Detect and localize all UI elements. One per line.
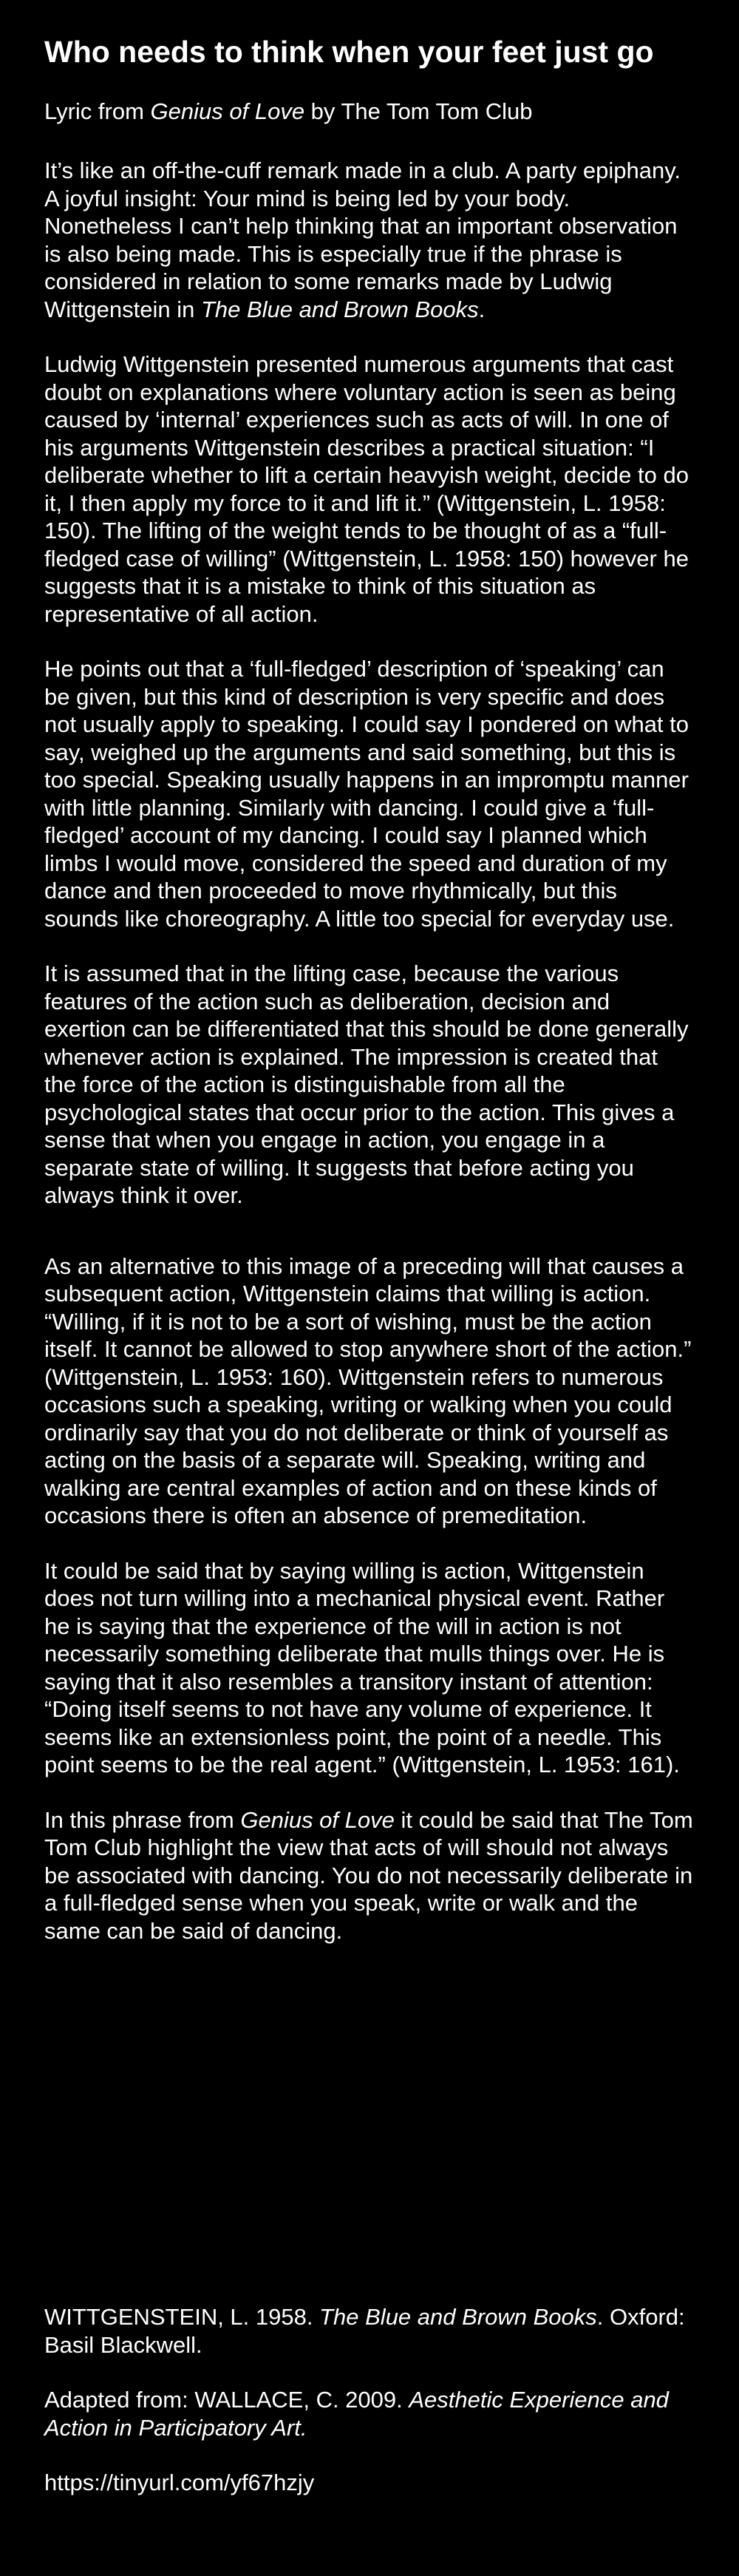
source-link[interactable]: https://tinyurl.com/yf67hzjy [44,2470,315,2495]
paragraph-2: Ludwig Wittgenstein presented numerous arguments that cast doubt on explanations where voluntary action is seen as being caused by ‘internal’ experiences such as acts of will. In one of his arguments Wittgenstein describes a practical situation: “I deliberate whether to lift a certain heavyish weight, decide to do it, I then apply my force to it and lift it.” (Wittgenstein, L. 1958: 150). The lifting of the weight tends to be thought of as a “full-fledged case of willing” (Wittgenstein, L. 1958: 150) however he suggests that it is a mistake to think of this situation as representative of all action. [44,351,689,627]
reference-1-title: The Blue and Brown Books [319,2304,597,2330]
lyric-credit [44,96,695,127]
paragraph-5: As an alternative to this image of a preceding will that causes a subsequent action, Wittgenstein claims that willing is action. “Willing, if it is not to be a sort of wishing, must be the action itself. It cannot be allowed to stop anywhere short of the action.” (Wittgenstein, L. 1953: 160). Wittgenstein refers to numerous occasions such a speaking, writing or walking when you could ordinarily say that you do not deliberate or think of yourself as acting on the basis of a separate will. Speaking, writing and walking are central examples of action and on these kinds of occasions there is often an absence of premeditation. [44,1253,692,1528]
references [44,2303,695,2497]
paragraph-7-end: it could be said that The Tom Tom Club highlight the view that acts of will should not always be associated with dancing. You do not necessarily deliberate in a full-fledged sense when you speak, write or walk and the same can be said of dancing. [44,1806,693,1944]
paragraph-4: It is assumed that in the lifting case, because the various features of the action such as deliberation, decision and exertion can be differentiated that this should be done generally whenever action is explained. The impression is created that the force of the action is distinguishable from all the psychological states that occur prior to the action. This gives a sense that when you engage in action, you engage in a separate state of willing. It suggests that before acting you always think it over. [44,960,689,1208]
song-title: Genius of Love [150,98,305,124]
reference-2-title: Aesthetic Experience and Action in Participatory Art. [44,2387,669,2441]
reference-1-prefix: WITTGENSTEIN, L. 1958. [44,2304,320,2330]
paragraph-1-text: It’s like an off-the-cuff remark made in a club. A party epiphany. A joyful insight: Your mind is being led by your body. Nonetheless I can’t help thinking that an important observation is also being made. This is especially true if the phrase is considered in relation to some remarks made by Ludwig Wittgenstein in [44,157,681,322]
lyric-credit-prefix: Lyric from [44,98,151,124]
paragraph-1 [44,157,695,323]
lyric-credit-suffix: by The Tom Tom Club [304,98,533,124]
paragraph-6: It could be said that by saying willing is action, Wittgenstein does not turn willing into a mechanical physical event. Rather he is saying that the experience of the will in action is not necessarily something deliberate that mulls things over. He is saying that it also resembles a transitory instant of attention: “Doing itself seems to not have any volume of experience. It seems like an extensionless point, the point of a needle. This point seems to be the real agent.” (Wittgenstein, L. 1953: 161). [44,1557,680,1777]
song-title-inline: Genius of Love [240,1806,395,1833]
paragraph-7-text: In this phrase from [44,1806,241,1833]
paragraph-3: He points out that a ‘full-fledged’ description of ‘speaking’ can be given, but this kind of description is very specific and does not usually apply to speaking. I could say I pondered on what to say, weighed up the arguments and said something, but this is too special. Speaking usually happens in an impromptu manner with little planning. Similarly with dancing. I could give a ‘full-fledged’ account of my dancing. I could say I planned which limbs I would move, considered the speed and duration of my dance and then proceeded to move rhythmically, but this sounds like choreography. A little too special for everyday use. [44,656,689,932]
reference-2-prefix: Adapted from: WALLACE, C. 2009. [44,2387,409,2413]
reference-1-suffix: . Oxford: Basil Blackwell. [44,2304,685,2358]
book-title: The Blue and Brown Books [200,296,479,322]
paragraph-1-end: . [478,296,486,322]
reference-2 [44,2386,695,2441]
paragraph-7 [44,1806,695,1945]
article-title: Who needs to think when your feet just go [44,35,654,69]
reference-1 [44,2303,695,2359]
